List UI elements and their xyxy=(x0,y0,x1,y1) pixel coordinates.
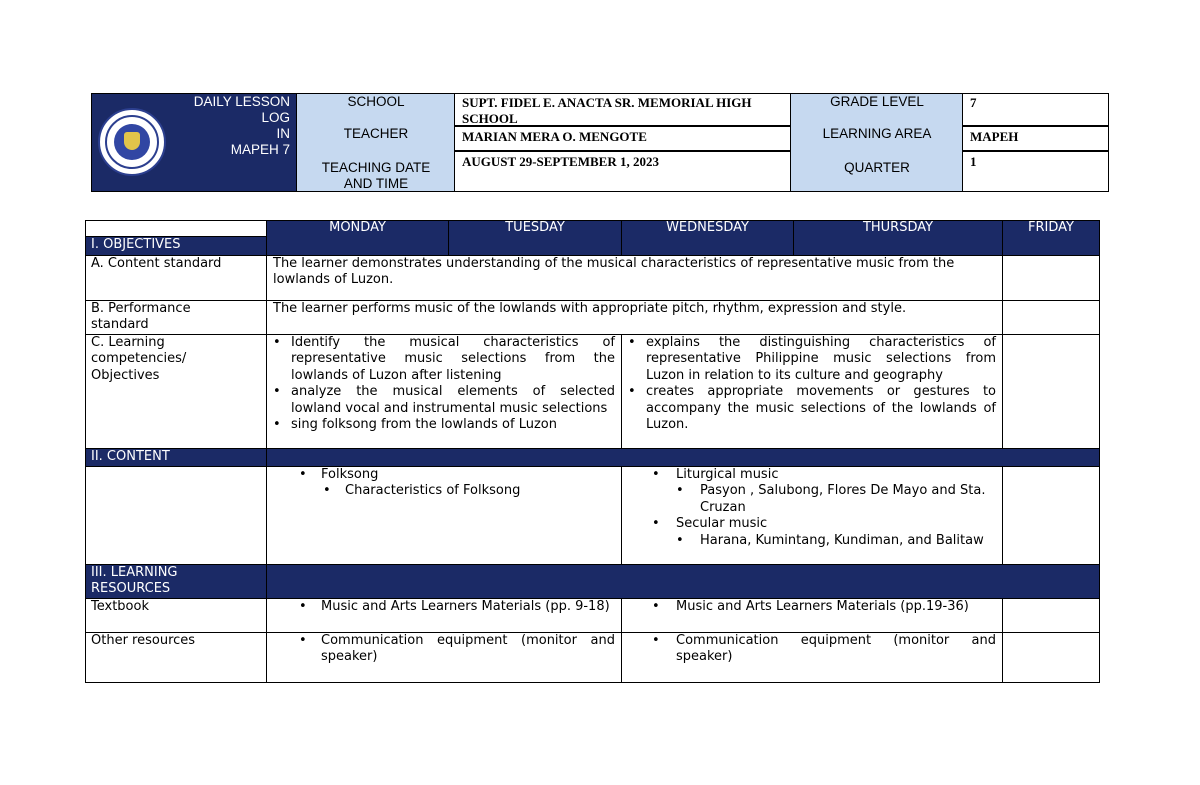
friday-content-standard xyxy=(1003,256,1100,301)
lesson-plan-table xyxy=(85,220,1100,683)
day-monday: MONDAY xyxy=(267,220,449,256)
section-resources: III. LEARNING RESOURCES xyxy=(85,565,267,599)
learning-area-label: LEARNING AREA xyxy=(822,126,932,141)
friday-textbook xyxy=(1003,599,1100,633)
empty-corner-cell xyxy=(85,220,267,237)
header-logo-cell xyxy=(91,93,297,192)
grade-level-value: 7 xyxy=(970,95,977,110)
teaching-date-label: TEACHING DATE xyxy=(321,160,431,175)
title-line-2: IN xyxy=(276,126,290,141)
quarter-label: QUARTER xyxy=(844,160,910,175)
quarter-cell xyxy=(963,151,1109,192)
day-thursday: THURSDAY xyxy=(794,220,1003,256)
content-wed-thu xyxy=(622,467,1003,565)
content-standard-text: The learner demonstrates understanding of the musical characteristics of representative music from the lowlands of Luzon. xyxy=(267,256,1003,301)
competencies-mon-tue xyxy=(267,335,622,449)
learning-area-value: MAPEH xyxy=(970,129,1019,144)
list-item: • Harana, Kumintang, Kundiman, and Balitaw xyxy=(622,533,996,549)
date-value-cell xyxy=(455,151,791,192)
section-content: II. CONTENT xyxy=(85,449,267,467)
friday-performance-standard xyxy=(1003,301,1100,335)
school-value-cell xyxy=(455,93,791,126)
content-empty-label xyxy=(85,467,267,565)
section-resources-bar xyxy=(267,565,1100,599)
list-item: • Characteristics of Folksong xyxy=(267,483,621,499)
content-standard-label: A. Content standard xyxy=(85,256,267,301)
section-content-bar xyxy=(267,449,1100,467)
list-item: • creates appropriate movements or gestures to accompany the music selections of the lowlands of Luzon. xyxy=(622,384,996,433)
school-value: SUPT. FIDEL E. ANACTA SR. MEMORIAL HIGH SCHOOL xyxy=(462,95,752,126)
teacher-label: TEACHER xyxy=(343,126,409,141)
list-item: • Secular music xyxy=(622,516,996,532)
list-item: • Identify the musical characteristics of representative music selections from the lowlands of Luzon after listening xyxy=(267,335,615,384)
teacher-value: MARIAN MERA O. MENGOTE xyxy=(462,129,647,144)
other-resources-label: Other resources xyxy=(85,633,267,683)
list-item: • Music and Arts Learners Materials (pp. 9-18) xyxy=(267,599,615,615)
list-item: • Communication equipment (monitor and speaker) xyxy=(622,633,996,666)
deped-seal-logo xyxy=(98,108,166,176)
competencies-label: C. Learning competencies/ Objectives xyxy=(85,335,267,449)
grade-level-label: GRADE LEVEL xyxy=(830,94,924,109)
list-item: • Liturgical music xyxy=(622,467,996,483)
performance-standard-text: The learner performs music of the lowlands with appropriate pitch, rhythm, expression and style. xyxy=(267,301,1003,335)
day-friday: FRIDAY xyxy=(1003,220,1100,256)
title-line-1: DAILY LESSON LOG xyxy=(193,94,290,125)
learning-area-cell xyxy=(963,126,1109,151)
list-item: • sing folksong from the lowlands of Luzon xyxy=(267,417,615,433)
list-item: • Pasyon , Salubong, Flores De Mayo and Sta. Cruzan xyxy=(622,483,996,516)
lesson-log-header xyxy=(91,93,1109,192)
other-resources-wed-thu xyxy=(622,633,1003,683)
textbook-wed-thu xyxy=(622,599,1003,633)
list-item: • Music and Arts Learners Materials (pp.19-36) xyxy=(622,599,996,615)
competencies-wed-thu xyxy=(622,335,1003,449)
title-line-3: MAPEH 7 xyxy=(230,142,290,157)
day-tuesday: TUESDAY xyxy=(449,220,622,256)
list-item: • Communication equipment (monitor and speaker) xyxy=(267,633,615,666)
school-label: SCHOOL xyxy=(347,94,405,109)
list-item: • Folksong xyxy=(267,467,621,483)
grade-level-cell xyxy=(963,93,1109,126)
quarter-value: 1 xyxy=(970,154,977,169)
friday-content xyxy=(1003,467,1100,565)
textbook-label: Textbook xyxy=(85,599,267,633)
section-objectives: I. OBJECTIVES xyxy=(85,237,267,256)
teaching-time-label: AND TIME xyxy=(343,176,409,191)
friday-competencies xyxy=(1003,335,1100,449)
other-resources-mon-tue xyxy=(267,633,622,683)
day-wednesday: WEDNESDAY xyxy=(622,220,794,256)
date-value: AUGUST 29-SEPTEMBER 1, 2023 xyxy=(462,154,659,169)
performance-standard-label: B. Performance standard xyxy=(85,301,267,335)
list-item: • analyze the musical elements of selected lowland vocal and instrumental music selections xyxy=(267,384,615,417)
header-keys-right xyxy=(791,93,963,192)
teacher-value-cell xyxy=(455,126,791,151)
textbook-mon-tue xyxy=(267,599,622,633)
content-mon-tue xyxy=(267,467,622,565)
friday-other-resources xyxy=(1003,633,1100,683)
header-title xyxy=(172,94,290,158)
list-item: • explains the distinguishing characteristics of representative Philippine music selections from Luzon in relation to its culture and geography xyxy=(622,335,996,384)
header-keys-left xyxy=(297,93,455,192)
